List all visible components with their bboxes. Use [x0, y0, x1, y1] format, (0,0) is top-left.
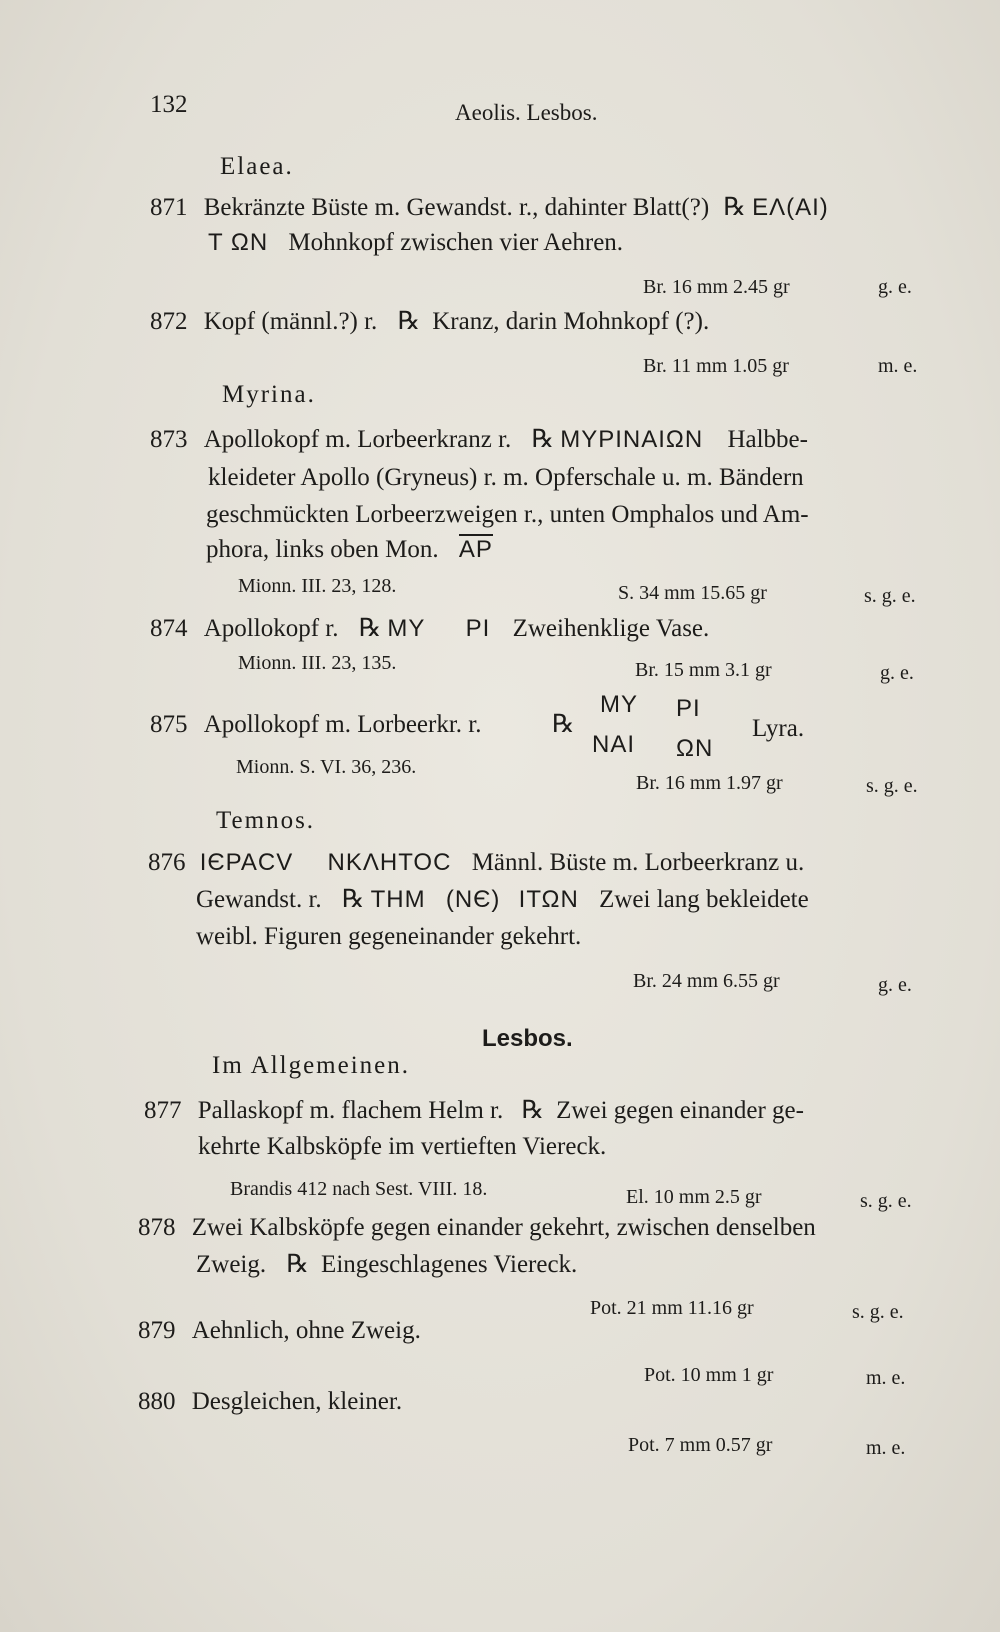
entry-number: 871 — [150, 194, 188, 221]
continuation-line: kehrte Kalbsköpfe im vertieften Viereck. — [198, 1133, 607, 1160]
obverse-description: Kopf (männl.?) r. — [203, 308, 378, 335]
entry-line — [138, 1387, 402, 1417]
legend: ΜΥΡΙΝΑΙΩΝ — [560, 426, 704, 453]
entry-number: 877 — [144, 1097, 182, 1124]
obverse-description: Apollokopf m. Lorbeerkranz r. — [203, 426, 512, 453]
entry-line — [150, 193, 930, 223]
entry-line — [206, 535, 493, 565]
continuation-line: weibl. Figuren gegeneinander gekehrt. — [196, 923, 582, 950]
reverse-sign: ℞ — [286, 1251, 309, 1278]
entry-line — [150, 710, 481, 740]
continuation-text: Zweig. — [196, 1251, 267, 1278]
reverse-sign: ℞ — [358, 615, 382, 642]
condition: s. g. e. — [866, 775, 918, 797]
reverse-sign: ℞ — [531, 426, 554, 453]
section-title-elaea: Elaea. — [220, 153, 294, 180]
entry-line — [208, 228, 623, 258]
coin-metadata: Pot. 10 mm 1 gr — [644, 1364, 774, 1386]
entry-line — [150, 307, 709, 337]
legend: ΩΝ — [676, 735, 714, 762]
entry-number: 873 — [150, 426, 188, 453]
reverse-sign: ℞ — [397, 308, 420, 335]
reverse-description: Zwei lang bekleidete — [599, 886, 809, 913]
section-title-myrina: Myrina. — [222, 381, 316, 408]
running-title: Aeolis. Lesbos. — [455, 100, 598, 125]
obverse-description: Pallaskopf m. flachem Helm r. — [197, 1097, 504, 1124]
reference: Brandis 412 nach Sest. VIII. 18. — [230, 1178, 488, 1200]
reverse-description: Mohnkopf zwischen vier Aehren. — [288, 229, 624, 256]
reverse-sign: ℞ — [552, 711, 575, 738]
legend: ΡΙ — [465, 615, 491, 642]
legend: ΕΛ(ΑΙ) — [752, 194, 829, 221]
entry-description: Desgleichen, kleiner. — [191, 1388, 403, 1415]
condition: s. g. e. — [864, 585, 916, 607]
reverse-description: Halbbe- — [727, 426, 808, 453]
legend: ΜΥ — [387, 615, 426, 642]
condition: g. e. — [878, 974, 912, 996]
continuation-text: phora, links oben Mon. — [206, 536, 439, 563]
entry-line — [150, 614, 709, 644]
coin-metadata: Pot. 21 mm 11.16 gr — [590, 1297, 754, 1319]
entry-number: 875 — [150, 711, 188, 738]
legend: ΝΑΙ — [592, 731, 636, 758]
coin-metadata: Br. 16 mm 1.97 gr — [636, 772, 783, 794]
legend: ΤΗΜ — [370, 886, 426, 913]
legend: ΙЄΡΑCV — [199, 849, 294, 876]
coin-metadata: El. 10 mm 2.5 gr — [626, 1186, 762, 1208]
condition: s. g. e. — [852, 1301, 904, 1323]
obverse-description: Männl. Büste m. Lorbeerkranz u. — [471, 849, 805, 876]
entry-line — [138, 1316, 421, 1346]
reverse-sign: ℞ — [723, 194, 746, 221]
reverse-sign: ℞ — [521, 1097, 544, 1124]
monogram: ΑΡ — [458, 536, 493, 563]
reverse-description: Lyra. — [752, 715, 805, 742]
coin-metadata: Br. 24 mm 6.55 gr — [633, 970, 780, 992]
condition: g. e. — [878, 276, 912, 298]
entry-number: 878 — [138, 1214, 176, 1241]
coin-metadata: Br. 15 mm 3.1 gr — [635, 659, 772, 681]
entry-line — [150, 425, 808, 455]
section-title-temnos: Temnos. — [216, 807, 316, 834]
condition: s. g. e. — [860, 1190, 912, 1212]
entry-description: Aehnlich, ohne Zweig. — [191, 1317, 421, 1344]
obverse-description: Apollokopf r. — [203, 615, 339, 642]
entry-line — [148, 848, 804, 878]
obverse-description: Apollokopf m. Lorbeerkr. r. — [203, 711, 482, 738]
entry-number: 876 — [148, 849, 186, 876]
coin-metadata: S. 34 mm 15.65 gr — [618, 582, 767, 604]
reference: Mionn. S. VI. 36, 236. — [236, 756, 417, 778]
coin-metadata: Br. 11 mm 1.05 gr — [643, 355, 789, 377]
entry-number: 879 — [138, 1317, 176, 1344]
coin-metadata: Pot. 7 mm 0.57 gr — [628, 1434, 773, 1456]
entry-number: 872 — [150, 308, 188, 335]
section-title-allgemeinen: Im Allgemeinen. — [212, 1052, 411, 1079]
condition: m. e. — [878, 355, 918, 377]
reverse-description: Kranz, darin Mohnkopf (?). — [432, 308, 710, 335]
continuation-line: geschmückten Lorbeerzweigen r., unten Omphalos und Am- — [206, 501, 809, 528]
page-number: 132 — [150, 91, 188, 118]
legend: ΙΤΩΝ — [518, 886, 579, 913]
entry-line — [138, 1213, 816, 1243]
reference: Mionn. III. 23, 128. — [238, 575, 397, 597]
reverse-description: Zweihenklige Vase. — [512, 615, 710, 642]
obverse-description: Bekränzte Büste m. Gewandst. r., dahinter Blatt(?) — [203, 194, 710, 221]
obverse-description: Zwei Kalbsköpfe gegen einander gekehrt, zwischen denselben — [191, 1214, 816, 1241]
reverse-description: Zwei gegen einander ge- — [556, 1097, 804, 1124]
condition: g. e. — [880, 662, 914, 684]
legend: Τ ΩΝ — [208, 229, 269, 256]
continuation-line: kleideter Apollo (Gryneus) r. m. Opferschale u. m. Bändern — [208, 464, 804, 491]
reverse-sign: ℞ — [341, 886, 365, 913]
legend: ΝΚΛΗΤΟC — [327, 849, 452, 876]
reverse-description: Eingeschlagenes Viereck. — [321, 1251, 578, 1278]
legend: ΡΙ — [676, 695, 701, 722]
condition: m. e. — [866, 1437, 906, 1459]
continuation-text: Gewandst. r. — [196, 886, 322, 913]
entry-line — [144, 1096, 804, 1126]
entry-line — [196, 885, 809, 915]
entry-number: 880 — [138, 1388, 176, 1415]
region-heading-lesbos: Lesbos. — [482, 1025, 573, 1052]
coin-metadata: Br. 16 mm 2.45 gr — [643, 276, 790, 298]
legend: (ΝЄ) — [445, 886, 501, 913]
legend: ΜΥ — [600, 691, 638, 718]
entry-number: 874 — [150, 615, 188, 642]
entry-line — [196, 1250, 577, 1280]
condition: m. e. — [866, 1367, 906, 1389]
reference: Mionn. III. 23, 135. — [238, 652, 397, 674]
